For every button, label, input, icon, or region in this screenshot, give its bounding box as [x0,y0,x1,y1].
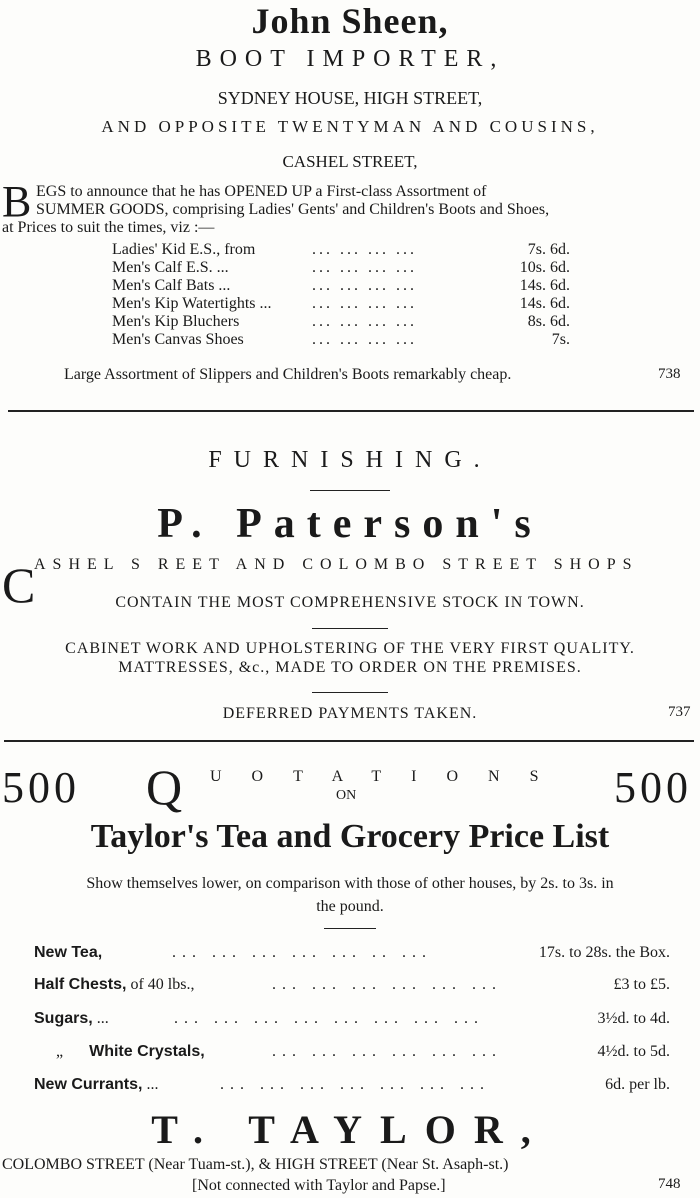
ad3-title: Taylor's Tea and Grocery Price List [90,818,610,855]
price-item: Men's Calf E.S. ... [112,259,229,276]
grocery-row [34,1010,674,1034]
ad2-heading: FURNISHING. [208,447,492,473]
grocery-row [34,944,674,968]
grocery-detail: of 40 lbs., [126,976,195,993]
ad2-shops: ASHEL S REET AND COLOMBO STREET SHOPS [34,556,639,573]
short-rule [312,628,388,629]
leader-dots: ... ... ... ... ... ... ... [220,1076,490,1093]
grocery-item: Half Chests, [34,976,127,993]
price-row [112,313,602,331]
price-amount: 7s. [551,331,570,348]
leader-dots: ... ... ... ... ... ... [272,976,502,993]
short-rule [324,928,376,929]
ad1-trade: BOOT IMPORTER, [195,46,505,72]
price-item: Men's Canvas Shoes [112,331,244,348]
price-amount: 10s. 6d. [519,259,570,276]
grocery-price: 17s. to 28s. the Box. [538,944,670,961]
price-row [112,331,602,349]
price-row [112,277,602,295]
ad3-address: COLOMBO STREET (Near Tuam-st.), & HIGH STREET (Near St. Asaph-st.) [2,1156,509,1173]
grocery-price: £3 to £5. [613,976,670,993]
ad1-slippers-note: Large Assortment of Slippers and Children's Boots remarkably cheap. [64,366,512,383]
ad2-dropcap: C [2,557,36,613]
grocery-row [34,1076,674,1100]
leader-dots: ... ... ... ... ... ... ... ... [174,1010,484,1027]
grocery-row [34,976,674,1000]
ad1-address2: AND OPPOSITE TWENTYMAN AND COUSINS, [101,117,599,136]
ad1-address1: SYDNEY HOUSE, HIGH STREET, [217,88,483,108]
ad2-title: P. Paterson's [157,501,543,547]
ad2-contain: CONTAIN THE MOST COMPREHENSIVE STOCK IN TOWN. [115,594,585,611]
price-amount: 14s. 6d. [519,277,570,294]
ad3-show-line2: the pound. [316,898,384,915]
grocery-price: 3½d. to 4d. [597,1010,670,1027]
ad1-reference-number: 738 [658,366,681,382]
leader-dots: ... ... ... ... [312,331,417,348]
grocery-item: New Tea, [34,944,103,961]
short-rule [312,692,388,693]
price-row [112,295,602,313]
grocery-prefix: „ [56,1043,64,1060]
ad-divider [8,410,694,412]
short-rule [310,490,390,491]
price-amount: 8s. 6d. [527,313,570,330]
price-amount: 7s. 6d. [527,241,570,258]
price-row [112,241,602,259]
ad1-para-line1: EGS to announce that he has OPENED UP a First-class Assortment of [36,183,487,200]
leader-dots: ... ... ... ... [312,241,417,258]
ad1-para-line2: SUMMER GOODS, comprising Ladies' Gents' and Children's Boots and Shoes, [36,201,550,218]
ad3-count-right: 500 [614,763,692,812]
ad1-para-line3: at Prices to suit the times, viz :— [2,219,215,236]
ad3-show-line1: Show themselves lower, on comparison with those of other houses, by 2s. to 3s. in [86,875,614,892]
grocery-detail: ... [92,1010,109,1027]
ad1-title: John Sheen, [251,1,449,41]
grocery-price: 6d. per lb. [605,1076,670,1093]
ad1-dropcap: B [2,177,32,226]
ad1-price-list [112,241,602,349]
ad3-q-letter: Q [146,759,183,815]
ad3-count-left: 500 [2,763,80,812]
leader-dots: ... ... ... ... [312,295,417,312]
grocery-detail: ... [142,1076,159,1093]
ad2-reference-number: 737 [668,704,691,720]
price-item: Ladies' Kid E.S., from [112,241,256,258]
grocery-item: New Currants, [34,1076,143,1093]
ad-divider [4,740,694,742]
grocery-item: White Crystals, [89,1043,205,1060]
ad3-note: [Not connected with Taylor and Papse.] [192,1177,446,1194]
leader-dots: ... ... ... ... [312,313,417,330]
leader-dots: ... ... ... ... ... ... [272,1043,502,1060]
price-item: Men's Kip Bluchers [112,313,240,330]
price-item: Men's Calf Bats ... [112,277,231,294]
price-row [112,259,602,277]
ad3-reference-number: 748 [658,1176,681,1192]
ad3-merchant: T. TAYLOR, [151,1107,549,1152]
ad3-on: ON [336,788,357,803]
ad3-quotations: UOTATIONS [210,768,569,785]
ad2-cabinet-line1: CABINET WORK AND UPHOLSTERING OF THE VERY FIRST QUALITY. [65,640,635,657]
ad1-address3: CASHEL STREET, [282,152,418,171]
leader-dots: ... ... ... ... ... .. ... [172,944,432,961]
grocery-price: 4½d. to 5d. [597,1043,670,1060]
grocery-item: Sugars, [34,1010,93,1027]
ad2-cabinet-line2: MATTRESSES, &c., MADE TO ORDER ON THE PREMISES. [118,659,582,676]
leader-dots: ... ... ... ... [312,277,417,294]
ad2-deferred: DEFERRED PAYMENTS TAKEN. [222,705,478,722]
price-amount: 14s. 6d. [519,295,570,312]
grocery-row [34,1043,674,1067]
price-item: Men's Kip Watertights ... [112,295,272,312]
leader-dots: ... ... ... ... [312,259,417,276]
